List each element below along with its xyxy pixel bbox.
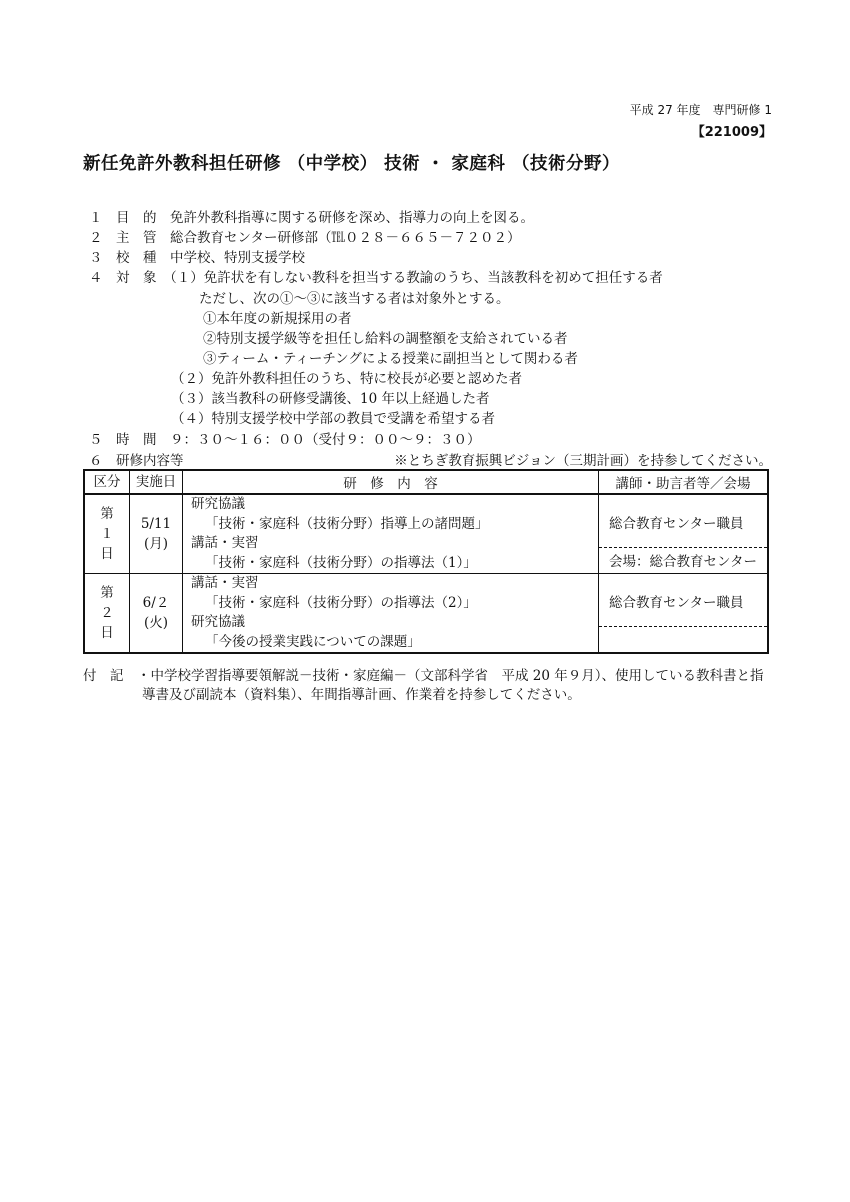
header-content: 研 修 内 容 — [183, 470, 599, 494]
content-line: 「技術・家庭科（技術分野）指導上の諸問題」 — [205, 515, 489, 532]
content-line: 講話・実習 — [191, 535, 259, 551]
item-target-exception-2: ②特別支援学級等を担任し給料の調整額を支給されている者 — [203, 331, 568, 347]
schedule-table — [83, 469, 769, 654]
item-organizer: ２ 主 管 総合教育センター研修部（℡０２８－６６５－７２０２） — [89, 230, 521, 246]
content-cell — [183, 574, 599, 654]
content-line: 研究協議 — [191, 614, 245, 630]
content-cell — [183, 494, 599, 574]
day-label-part: １ — [100, 526, 114, 542]
day-label — [84, 494, 130, 574]
page-title: 新任免許外教科担任研修 （中学校） 技術 ・ 家庭科 （技術分野） — [83, 154, 620, 174]
content-line: 「今後の授業実践についての課題」 — [205, 633, 421, 650]
lecturer-value: 総合教育センター職員 — [599, 576, 767, 627]
item-school-type: ３ 校 種 中学校、特別支援学校 — [89, 250, 305, 266]
day-label-part: 日 — [100, 625, 114, 641]
item-target-3: （３）該当教科の研修受講後、10 年以上経過した者 — [171, 391, 490, 407]
notes-line-2: 導書及び副読本（資料集）、年間指導計画、作業着を持参してください。 — [142, 687, 581, 703]
lecturer-cell — [599, 494, 769, 574]
course-code: 【221009】 — [691, 125, 772, 140]
day-label-part: 第 — [100, 585, 114, 601]
content-line: 「技術・家庭科（技術分野）の指導法（1）」 — [205, 554, 477, 571]
date-cell — [130, 494, 183, 574]
day-label-part: 日 — [100, 546, 114, 562]
table-row — [84, 574, 768, 654]
notes — [83, 667, 764, 705]
table-header-row — [84, 470, 768, 494]
date-cell — [130, 574, 183, 654]
day-label — [84, 574, 130, 654]
header-year-label: 平成 27 年度 専門研修 1 — [629, 103, 772, 117]
date-value: 5/11 — [140, 516, 172, 532]
header-ku: 区分 — [84, 470, 130, 494]
item-target-exception-3: ③ティーム・ティーチングによる授業に副担当として関わる者 — [203, 351, 578, 367]
weekday-value: (火) — [143, 615, 169, 631]
notes-line-1: 付 記 ・中学校学習指導要領解説－技術・家庭編－（文部科学省 平成 20 年９月）、使用している教科書と指 — [83, 668, 764, 684]
table-row — [84, 494, 768, 574]
header-lecturer: 講師・助言者等／会場 — [599, 470, 769, 494]
day-label-part: 第 — [100, 506, 114, 522]
item-target-4: （４）特別支援学校中学部の教員で受講を希望する者 — [171, 411, 495, 427]
item-target-exception: ただし、次の①～③に該当する者は対象外とする。 — [199, 291, 510, 307]
content-line: 「技術・家庭科（技術分野）の指導法（2）」 — [205, 594, 477, 611]
item-purpose: １ 目 的 免許外教科指導に関する研修を深め、指導力の向上を図る。 — [89, 210, 534, 226]
header-date: 実施日 — [130, 470, 183, 494]
item-contents: ６ 研修内容等 — [89, 453, 184, 469]
content-line: 講話・実習 — [191, 575, 259, 591]
venue-value — [599, 627, 767, 651]
vision-note: ※とちぎ教育振興ビジョン（三期計画）を持参してください。 — [394, 453, 772, 469]
item-target-exception-1: ①本年度の新規採用の者 — [203, 311, 352, 327]
venue-value: 会場：総合教育センター — [609, 553, 757, 570]
item-time: ５ 時 間 ９：３０～１６：００（受付９：００～９：３０） — [89, 432, 481, 448]
day-label-part: ２ — [100, 605, 114, 621]
lecturer-value: 総合教育センター職員 — [599, 497, 767, 548]
lecturer-cell — [599, 574, 769, 654]
content-line: 研究協議 — [191, 496, 245, 512]
weekday-value: (月) — [143, 536, 169, 552]
date-value: 6/２ — [142, 595, 170, 611]
item-target: ４ 対 象 （１）免許状を有しない教科を担当する教諭のうち、当該教科を初めて担任する者 — [89, 270, 663, 286]
item-target-2: （２）免許外教科担任のうち、特に校長が必要と認めた者 — [171, 371, 522, 387]
